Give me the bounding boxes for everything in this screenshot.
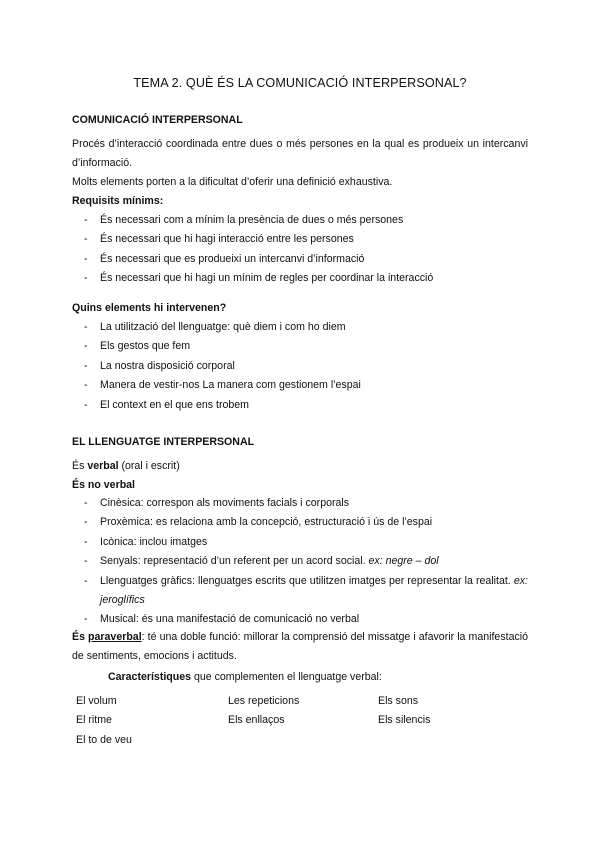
list-item-text: Cinèsica: correspon als moviments facials i corporals — [100, 497, 350, 509]
dash-bullet: - — [84, 497, 88, 509]
nonverbal-line — [72, 476, 528, 495]
grid-item: Els sons — [378, 695, 419, 707]
list-item-text: Manera de vestir-nos La manera com gestionem l’espai — [100, 379, 361, 392]
dash-bullet: - — [84, 359, 88, 372]
dash-bullet: - — [84, 555, 88, 568]
dash-bullet: - — [84, 574, 88, 587]
dash-bullet: - — [84, 516, 88, 529]
dash-bullet: - — [84, 379, 88, 392]
grid-item: El ritme — [76, 714, 112, 726]
list-item — [72, 337, 528, 356]
elements-heading: Quins elements hi intervenen? — [72, 302, 227, 314]
list-item-text: Musical: és una manifestació de comunicació no verbal — [100, 613, 360, 626]
list-item — [72, 269, 528, 288]
dash-bullet: - — [84, 233, 88, 246]
paraverbal-prefix: És — [72, 631, 89, 643]
paraverbal-term: paraverbal — [88, 631, 142, 643]
list-item-text: És necessari que hi hagi interacció entre les persones — [100, 233, 354, 246]
difficulty-paragraph: Molts elements porten a la dificultat d’oferir una definició exhaustiva. — [72, 176, 393, 188]
dash-bullet: - — [84, 613, 88, 626]
list-item — [72, 318, 528, 337]
page-title: TEMA 2. QUÈ ÉS LA COMUNICACIÓ INTERPERSONAL? — [133, 76, 467, 90]
list-item — [72, 396, 528, 415]
list-item — [72, 250, 528, 269]
elements-list — [72, 318, 528, 415]
list-item — [72, 211, 528, 230]
list-item — [72, 494, 528, 513]
dash-bullet: - — [84, 535, 88, 548]
list-item-text: Senyals: representació d’un referent per un acord social. — [100, 555, 369, 568]
list-item-text: El context en el que ens trobem — [100, 398, 249, 411]
characteristics-text: que complementen el llenguatge verbal: — [191, 671, 382, 683]
verbal-suffix: (oral i escrit) — [118, 460, 180, 472]
list-item-text: La utilització del llenguatge: què diem i com ho diem — [100, 321, 346, 333]
characteristics-term: Característiques — [108, 671, 192, 683]
nonverbal-prefix: És — [72, 479, 88, 491]
list-item — [72, 610, 528, 629]
list-item — [72, 230, 528, 249]
grid-item: El to de veu — [76, 734, 132, 746]
list-item-text: És necessari que hi hagi un mínim de regles per coordinar la interacció — [100, 272, 434, 285]
paraverbal-paragraph — [72, 628, 528, 666]
grid-item: El volum — [76, 695, 117, 707]
verbal-prefix: És — [72, 460, 88, 472]
nonverbal-term: no verbal — [87, 479, 136, 491]
dash-bullet: - — [84, 398, 88, 411]
list-item — [72, 376, 528, 395]
grid-item: Els silencis — [378, 714, 431, 726]
verbal-term: verbal — [87, 460, 119, 472]
requirements-list — [72, 211, 528, 289]
list-item-text: La nostra disposició corporal — [100, 359, 235, 372]
example-text: ex: jeroglífics — [100, 574, 528, 607]
dash-bullet: - — [84, 340, 88, 353]
list-item — [72, 533, 528, 552]
dash-bullet: - — [84, 321, 88, 333]
grid-item: Els enllaços — [228, 714, 285, 726]
list-item-text: Llenguatges gràfics: llenguatges escrits que utilitzen imatges per representar la realitat. — [100, 574, 514, 587]
list-item — [72, 513, 528, 532]
section-heading-communication: COMUNICACIÓ INTERPERSONAL — [72, 114, 243, 126]
requirements-heading: Requisits mínims: — [72, 195, 164, 207]
list-item-text: Proxèmica: es relaciona amb la concepció, estructuració i ús de l’espai — [100, 516, 433, 529]
dash-bullet: - — [84, 272, 88, 285]
list-item-text: Icònica: inclou imatges — [100, 535, 208, 548]
list-item-text: És necessari que es produeixi un intercanvi d’informació — [100, 252, 365, 265]
example-text: ex: negre – dol — [368, 555, 439, 568]
nonverbal-list — [72, 494, 528, 630]
grid-item: Les repeticions — [228, 695, 300, 707]
dash-bullet: - — [84, 252, 88, 265]
list-item-text: És necessari com a mínim la presència de dues o més persones — [100, 214, 404, 226]
paraverbal-text: : té una doble funció: millorar la comprensió del missatge i afavorir la manifestació de sentiments, emocions i actituds. — [72, 631, 528, 662]
list-item — [72, 357, 528, 376]
list-item — [72, 572, 528, 611]
list-item-text: Els gestos que fem — [100, 340, 191, 353]
list-item — [72, 552, 528, 571]
verbal-line — [72, 457, 528, 476]
characteristics-line — [108, 668, 528, 687]
definition-paragraph: Procés d’interacció coordinada entre dues o més persones en la qual es produeix un intercanvi d’informació. — [72, 138, 528, 169]
dash-bullet: - — [84, 214, 88, 226]
section-heading-language: EL LLENGUATGE INTERPERSONAL — [72, 436, 255, 448]
